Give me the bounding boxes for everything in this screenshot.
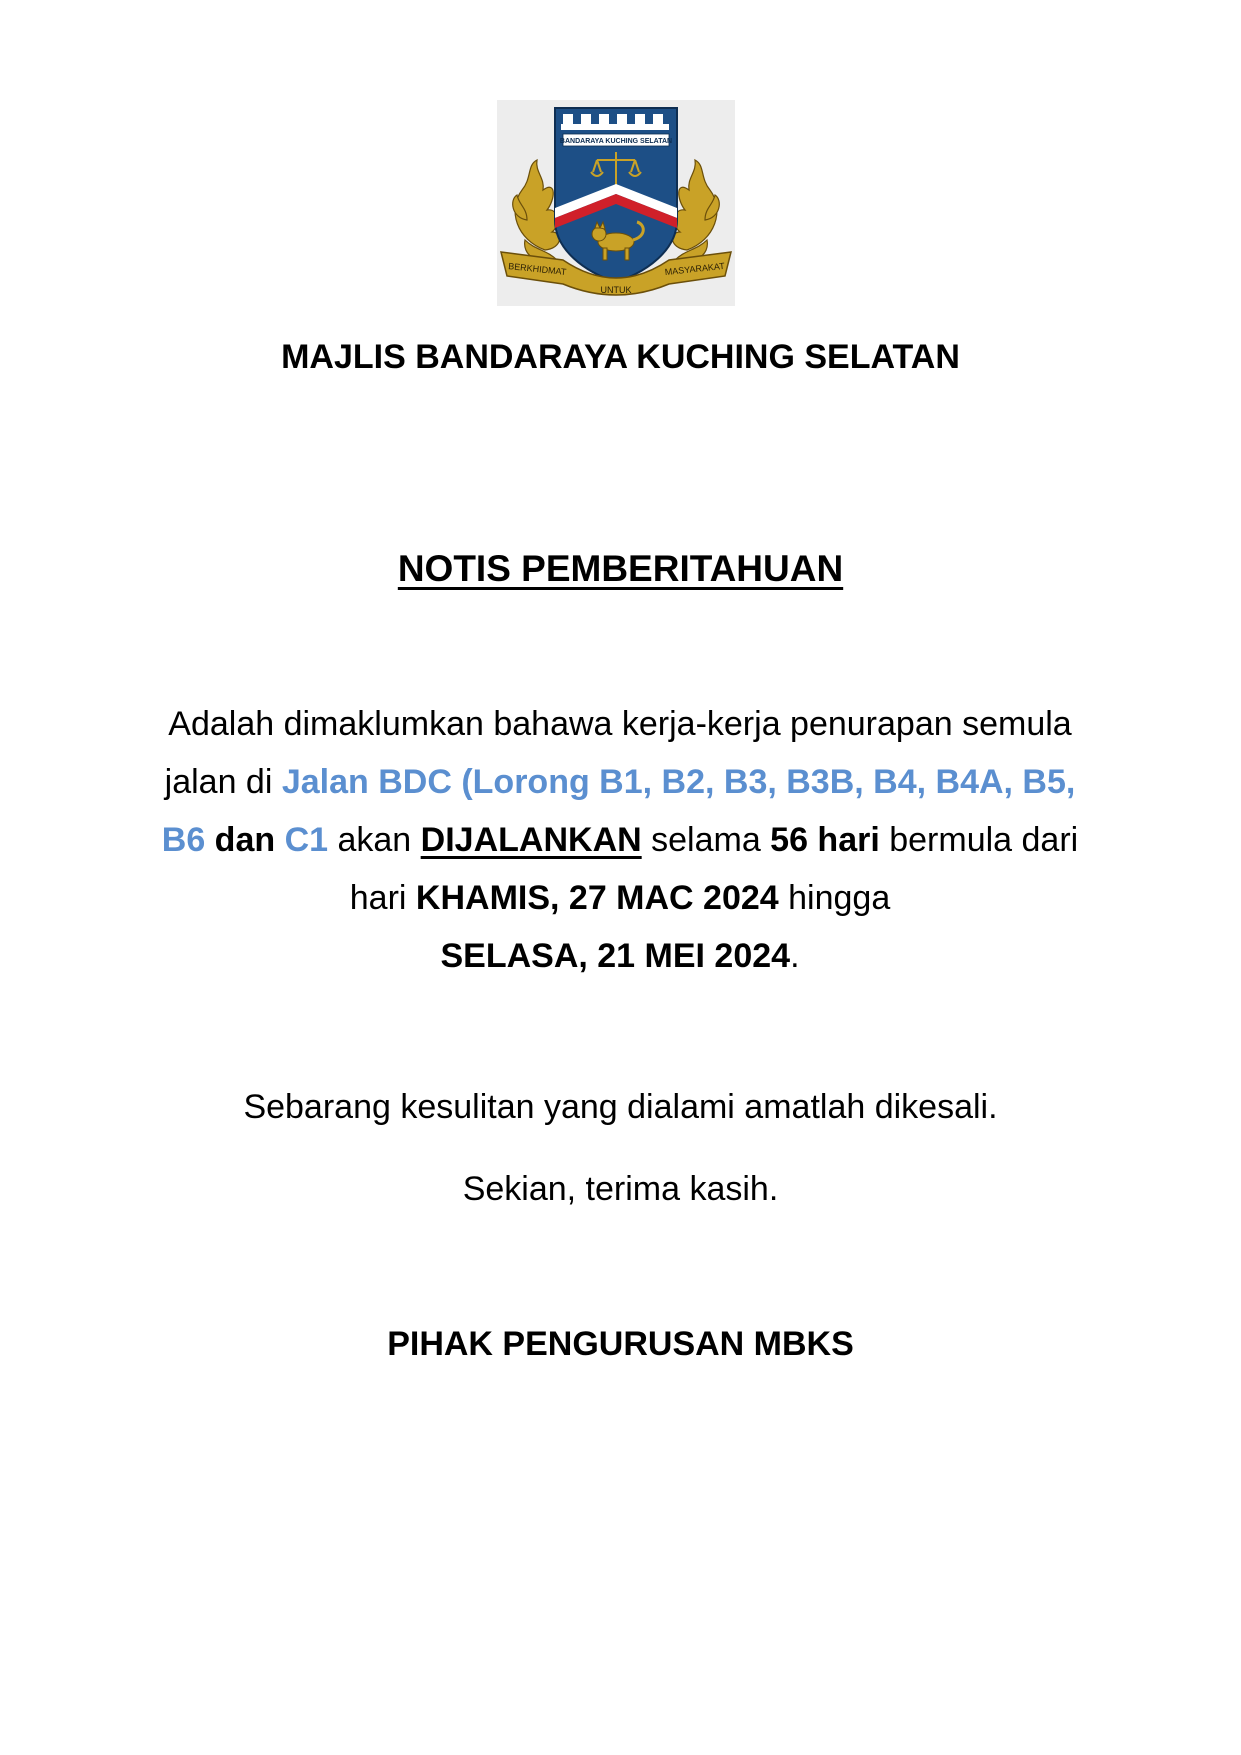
apology-text: Sebarang kesulitan yang dialami amatlah dikesali. xyxy=(243,1088,998,1126)
ribbon-right-text: MASYARAKAT xyxy=(664,260,726,278)
notice-body xyxy=(140,695,1100,985)
ribbon-middle-text: UNTUK xyxy=(600,285,632,295)
mbks-crest-logo xyxy=(497,100,735,306)
body-akan: akan xyxy=(328,821,421,859)
closing-text: Sekian, terima kasih. xyxy=(462,1170,779,1208)
start-date: KHAMIS, 27 MAC 2024 xyxy=(415,879,779,917)
notice-title: NOTIS PEMBERITAHUAN xyxy=(397,548,844,589)
organization-title: MAJLIS BANDARAYA KUCHING SELATAN xyxy=(281,338,960,376)
body-and: dan xyxy=(205,821,285,859)
body-selama: selama xyxy=(641,821,771,859)
work-duration: 56 hari xyxy=(770,821,880,859)
work-status: DIJALANKAN xyxy=(420,821,642,859)
crest-banner-text: BANDARAYA KUCHING SELATAN xyxy=(559,138,673,145)
body-bermula: bermula dari hari xyxy=(349,821,1079,917)
end-date: SELASA, 21 MEI 2024 xyxy=(440,937,791,975)
body-intro: Adalah dimaklumkan bahawa kerja-kerja penurapan semula jalan di xyxy=(164,705,1072,801)
road-list: Jalan BDC (Lorong B1, B2, B3, B3B, B4, B4A, B5, B6 xyxy=(161,763,1076,859)
signature-text: PIHAK PENGURUSAN MBKS xyxy=(387,1325,854,1363)
ribbon-left-text: BERKHIDMAT xyxy=(507,260,567,278)
road-last: C1 xyxy=(284,821,329,859)
body-period: . xyxy=(790,937,800,975)
body-hingga: hingga xyxy=(778,879,891,917)
